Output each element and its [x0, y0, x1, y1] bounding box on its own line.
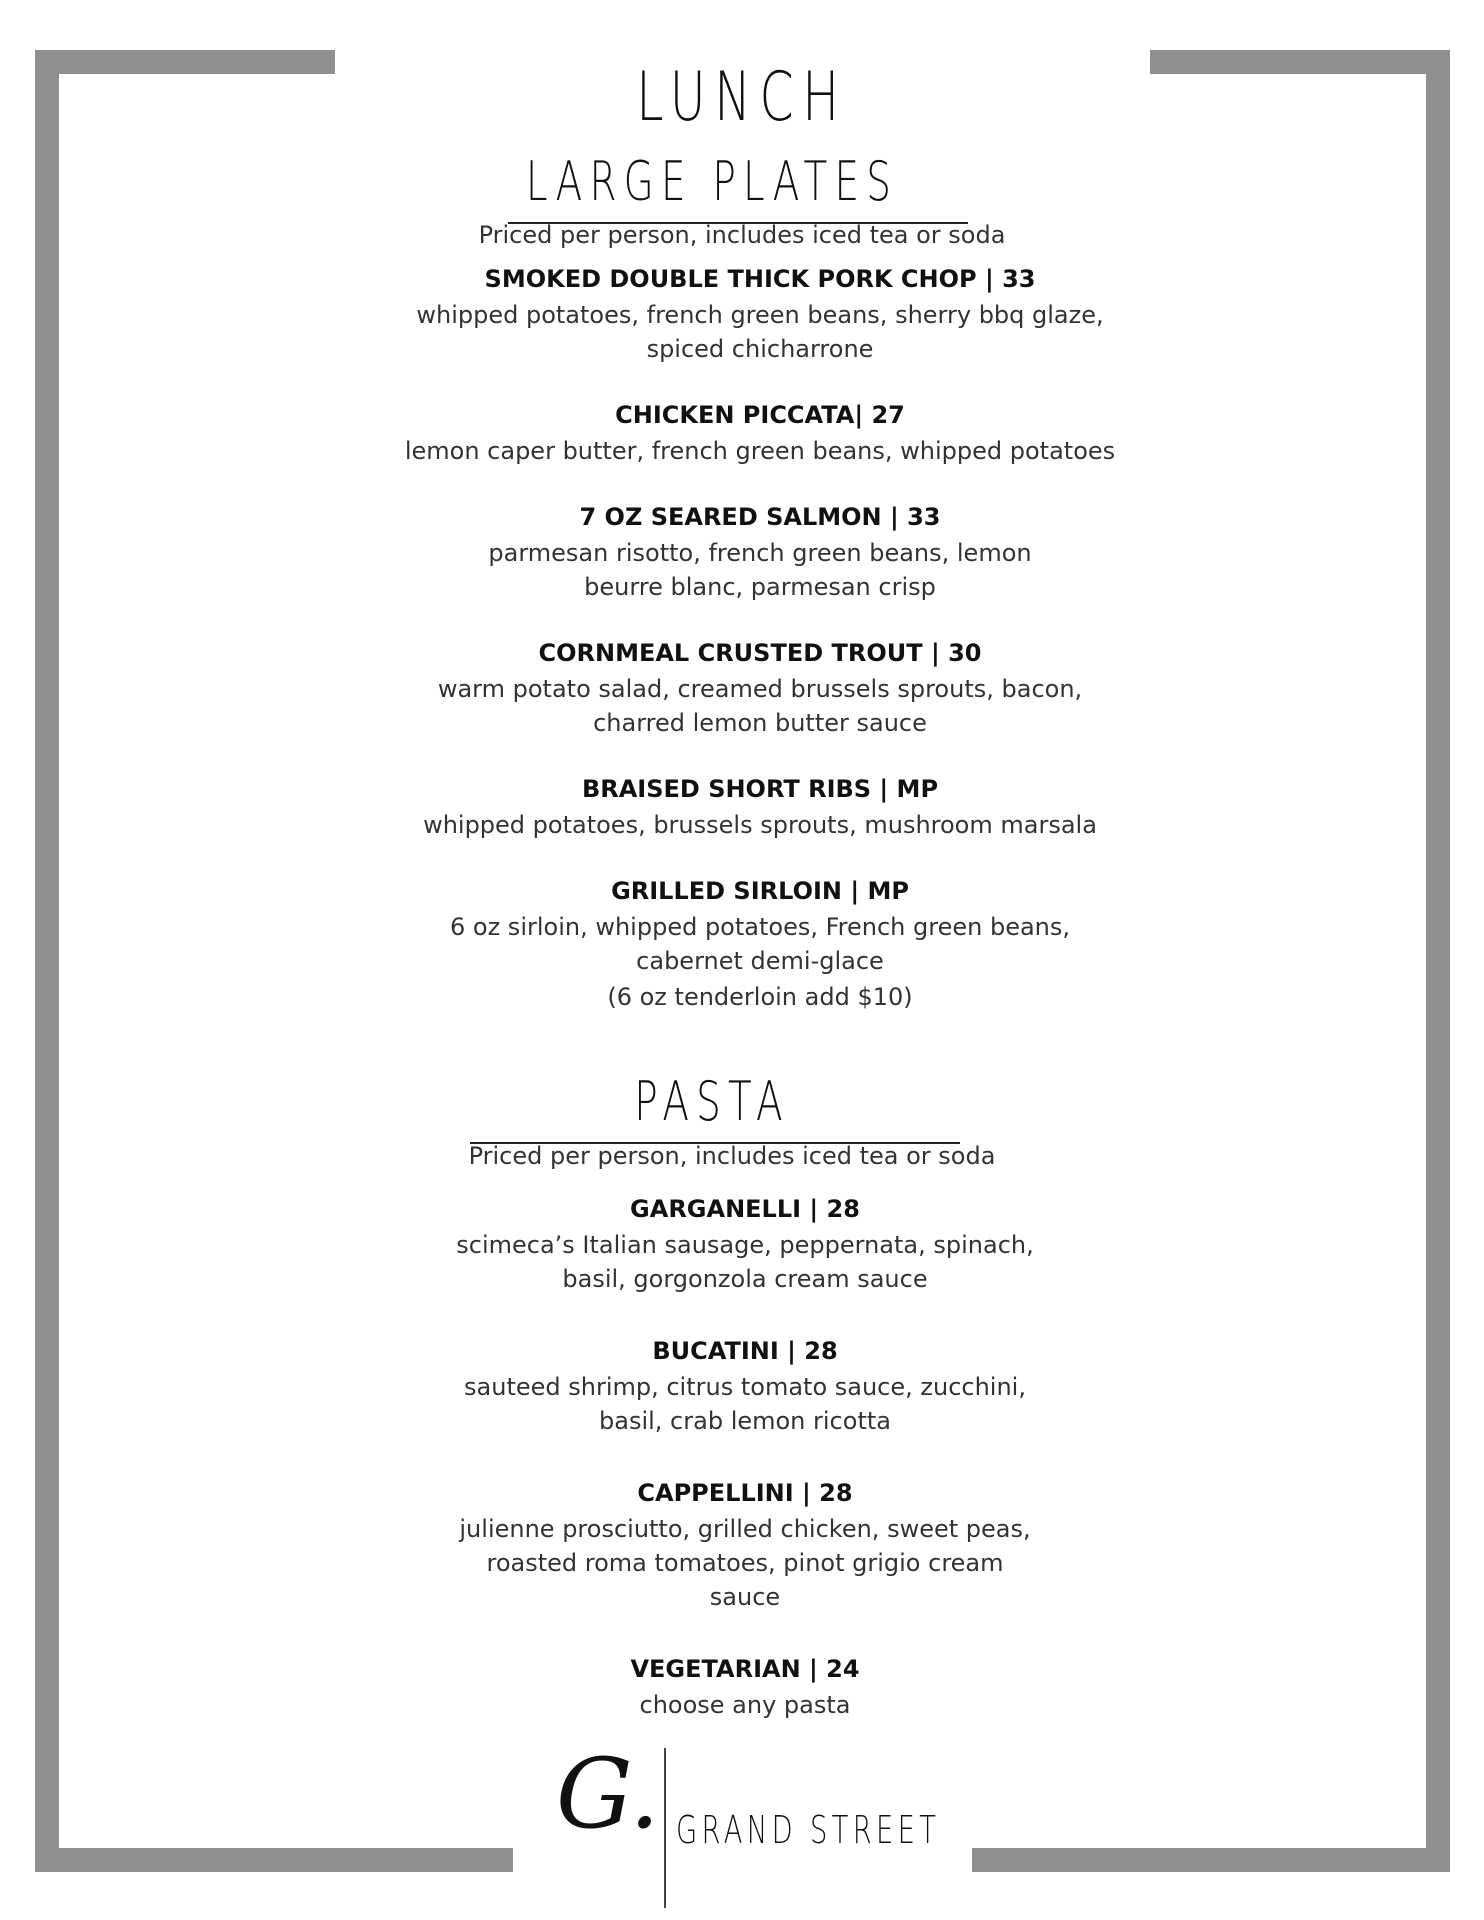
pasta-subtitle: Priced per person, includes iced tea or soda: [468, 1142, 996, 1170]
menu-item: [375, 1652, 1115, 1722]
menu-item-name: SMOKED DOUBLE THICK PORK CHOP | 33: [484, 265, 1036, 293]
pasta-list: [375, 1192, 1115, 1754]
svg-text:G.: G.: [556, 1738, 660, 1845]
menu-item-description: whipped potatoes, french green beans, sherry bbq glaze, spiced chicharrone: [416, 301, 1104, 363]
menu-item-description: whipped potatoes, brussels sprouts, mushroom marsala: [423, 811, 1097, 839]
menu-item: [390, 636, 1130, 740]
menu-item-name: GARGANELLI | 28: [630, 1195, 860, 1223]
page-title: LUNCH: [636, 58, 848, 137]
pasta-heading: PASTA: [634, 1070, 790, 1133]
menu-item-description: lemon caper butter, french green beans, whipped potatoes: [404, 437, 1116, 465]
menu-item-description: choose any pasta: [639, 1691, 851, 1719]
frame-bottom-right-bar: [972, 1848, 1450, 1872]
menu-item-name: GRILLED SIRLOIN | MP: [611, 877, 909, 905]
menu-item-name: BRAISED SHORT RIBS | MP: [581, 775, 939, 803]
menu-item-name: VEGETARIAN | 24: [630, 1655, 860, 1683]
menu-item: [390, 262, 1130, 366]
menu-item-description: parmesan risotto, french green beans, lemon beurre blanc, parmesan crisp: [488, 539, 1032, 601]
menu-item-description: 6 oz sirloin, whipped potatoes, French green beans, cabernet demi-glace: [450, 913, 1071, 975]
menu-item-name: BUCATINI | 28: [652, 1337, 838, 1365]
menu-item: [375, 1334, 1115, 1438]
menu-item-description: julienne prosciutto, grilled chicken, sweet peas, roasted roma tomatoes, pinot grigio cream sauce: [459, 1515, 1031, 1611]
menu-item-description: sauteed shrimp, citrus tomato sauce, zucchini, basil, crab lemon ricotta: [464, 1373, 1026, 1435]
menu-item: [375, 1476, 1115, 1614]
logo-divider: [664, 1748, 666, 1908]
menu-item-name: CAPPELLINI | 28: [637, 1479, 853, 1507]
menu-item: [375, 1192, 1115, 1296]
menu-item-description: warm potato salad, creamed brussels sprouts, bacon, charred lemon butter sauce: [437, 675, 1083, 737]
menu-item-name: CHICKEN PICCATA| 27: [615, 401, 905, 429]
menu-item: [390, 500, 1130, 604]
frame-right-bar: [1426, 50, 1450, 1872]
large-plates-subtitle: Priced per person, includes iced tea or soda: [478, 221, 1006, 249]
large-plates-list: [390, 262, 1130, 1046]
large-plates-heading: LARGE PLATES: [525, 150, 899, 213]
frame-left-bar: [35, 50, 59, 1872]
menu-item: [390, 772, 1130, 842]
grand-street-monogram-logo: [552, 1735, 662, 1845]
menu-item-name: CORNMEAL CRUSTED TROUT | 30: [538, 639, 982, 667]
logo-wordmark: GRAND STREET: [676, 1808, 941, 1852]
menu-item: [390, 398, 1130, 468]
menu-item-name: 7 OZ SEARED SALMON | 33: [579, 503, 941, 531]
menu-item-note: (6 oz tenderloin add $10): [607, 983, 913, 1011]
menu-item-description: scimeca’s Italian sausage, peppernata, spinach, basil, gorgonzola cream sauce: [456, 1231, 1034, 1293]
frame-bottom-left-bar: [35, 1848, 513, 1872]
menu-item: [390, 874, 1130, 1014]
